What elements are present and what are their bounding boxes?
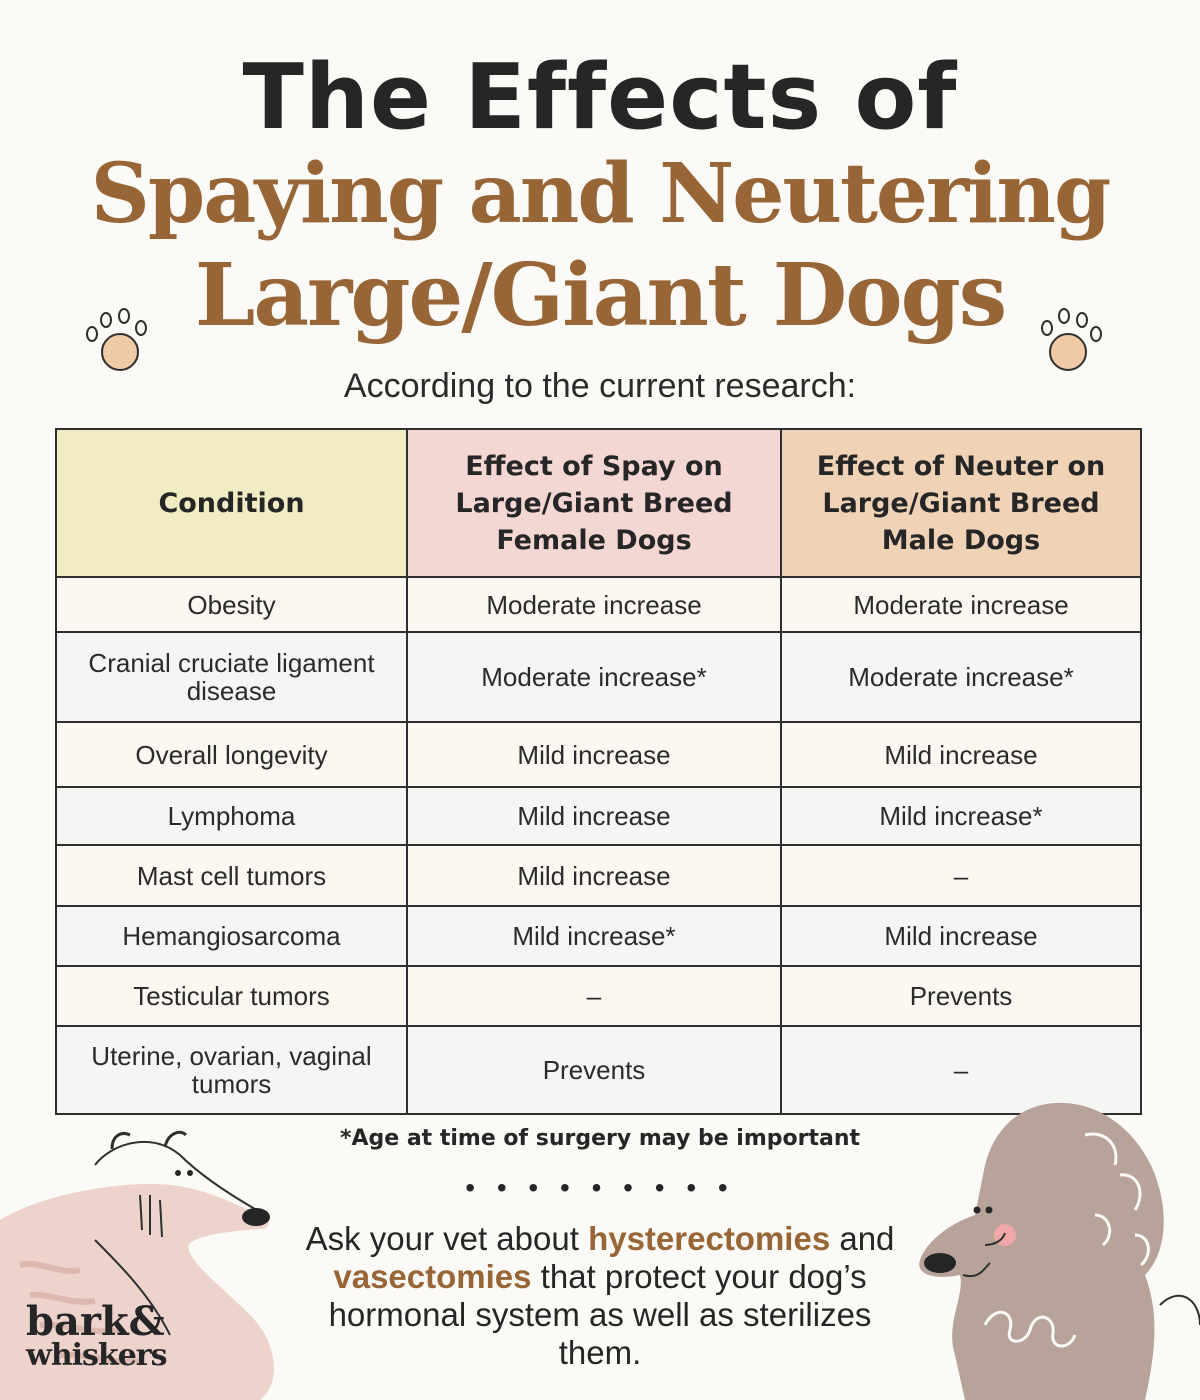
- table-row: [56, 906, 1141, 966]
- dotted-divider: • • • • • • • • •: [465, 1172, 735, 1203]
- neuter-effect-cell: Mild increase: [781, 722, 1141, 787]
- cta-highlight-hysterectomies: hysterectomies: [588, 1220, 831, 1257]
- footnote: *Age at time of surgery may be important: [339, 1126, 861, 1151]
- spay-effect-cell: Mild increase*: [407, 906, 781, 966]
- spay-effect-cell: Prevents: [407, 1026, 781, 1114]
- neuter-effect-cell: –: [781, 1026, 1141, 1114]
- title-line-2: Spaying and Neutering: [90, 146, 1110, 242]
- table-row: [56, 632, 1141, 722]
- condition-cell: Cranial cruciate ligament disease: [56, 632, 407, 722]
- subtitle: According to the current research:: [343, 367, 857, 405]
- spay-effect-cell: Mild increase: [407, 787, 781, 845]
- logo-line-2: whiskers: [26, 1338, 167, 1373]
- spay-effect-cell: Mild increase: [407, 845, 781, 906]
- header-condition: Condition: [56, 429, 407, 577]
- cta-text: Ask your vet about: [305, 1220, 589, 1257]
- table-row: [56, 845, 1141, 906]
- logo-line-1: bark&: [26, 1298, 165, 1345]
- brand-logo: [26, 1298, 167, 1373]
- title-line-1: The Effects of: [242, 45, 958, 150]
- title-line-3: Large/Giant Dogs: [194, 245, 1006, 346]
- table-row: [56, 722, 1141, 787]
- table-row: [56, 577, 1141, 632]
- neuter-effect-cell: –: [781, 845, 1141, 906]
- condition-cell: Hemangiosarcoma: [56, 906, 407, 966]
- neuter-effect-cell: Prevents: [781, 966, 1141, 1026]
- condition-cell: Uterine, ovarian, vaginal tumors: [56, 1026, 407, 1114]
- spay-effect-cell: Moderate increase: [407, 577, 781, 632]
- call-to-action: [290, 1220, 910, 1372]
- table-row: [56, 787, 1141, 845]
- cta-text: that protect your dog’s hormonal system as well as sterilizes them.: [328, 1258, 872, 1371]
- condition-cell: Mast cell tumors: [56, 845, 407, 906]
- spay-effect-cell: Moderate increase*: [407, 632, 781, 722]
- spay-effect-cell: Mild increase: [407, 722, 781, 787]
- neuter-effect-cell: Mild increase: [781, 906, 1141, 966]
- neuter-effect-cell: Moderate increase*: [781, 632, 1141, 722]
- spay-effect-cell: –: [407, 966, 781, 1026]
- cta-highlight-vasectomies: vasectomies: [333, 1258, 532, 1295]
- neuter-effect-cell: Moderate increase: [781, 577, 1141, 632]
- cta-text: and: [830, 1220, 895, 1257]
- header-spay-effect: Effect of Spay on Large/Giant Breed Female Dogs: [407, 429, 781, 577]
- condition-cell: Lymphoma: [56, 787, 407, 845]
- effects-table: [55, 428, 1142, 1115]
- condition-cell: Overall longevity: [56, 722, 407, 787]
- table-header-row: [56, 429, 1141, 577]
- header-neuter-effect: Effect of Neuter on Large/Giant Breed Male Dogs: [781, 429, 1141, 577]
- poodle-illustration: [905, 1095, 1200, 1400]
- condition-cell: Obesity: [56, 577, 407, 632]
- neuter-effect-cell: Mild increase*: [781, 787, 1141, 845]
- condition-cell: Testicular tumors: [56, 966, 407, 1026]
- table-row: [56, 966, 1141, 1026]
